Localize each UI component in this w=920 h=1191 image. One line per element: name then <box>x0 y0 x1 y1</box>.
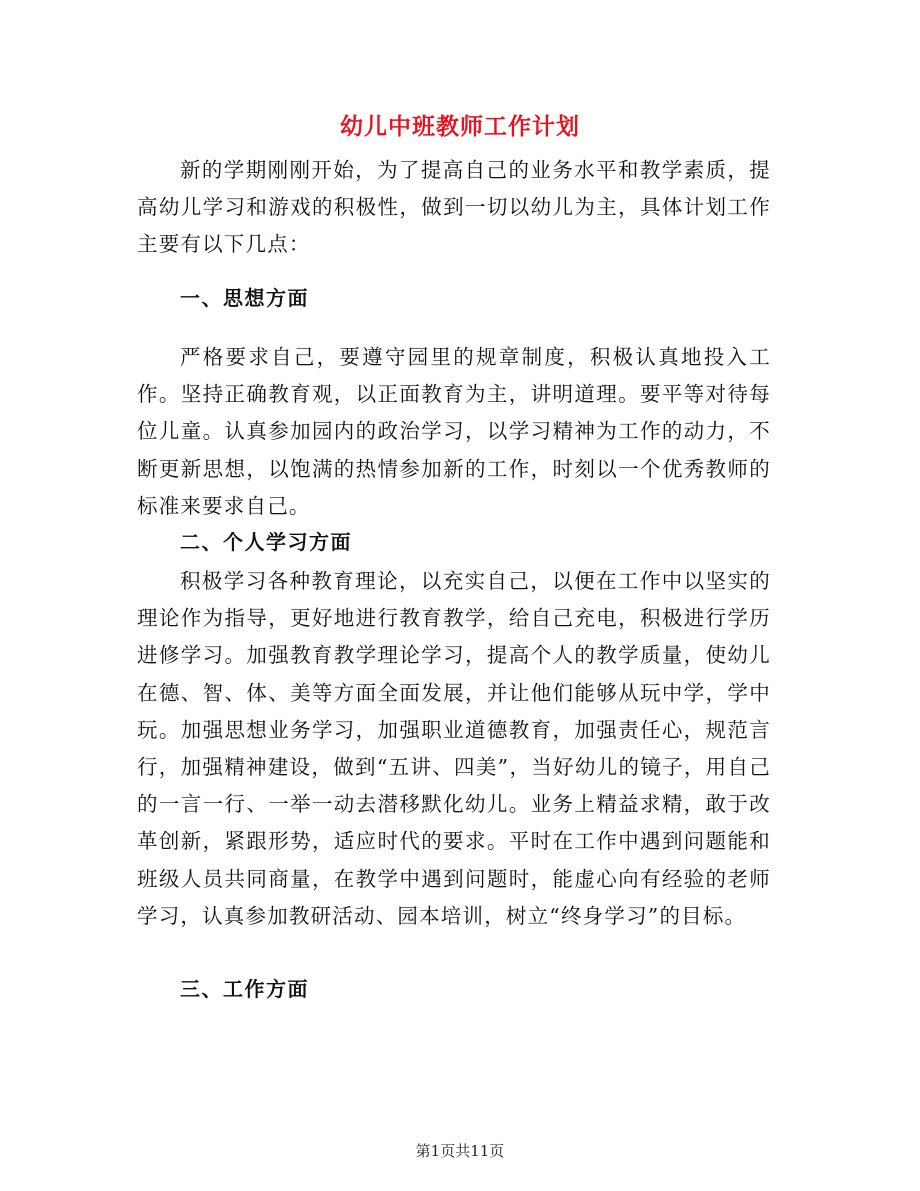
section-paragraph-study: 积极学习各种教育理论，以充实自己，以便在工作中以坚实的理论作为指导，更好地进行教育教学，给自己充电，积极进行学历进修学习。加强教育教学理论学习，提高个人的教学质量，使幼儿在德、智、体、美等方面全面发展，并让他们能够从玩中学，学中玩。加强思想业务学习，加强职业道德教育，加强责任心，规范言行，加强精神建设，做到“五讲、四美”，当好幼儿的镜子，用自己的一言一行、一举一动去潜移默化幼儿。业务上精益求精，敢于改革创新，紧跟形势，适应时代的要求。平时在工作中遇到问题能和班级人员共同商量，在教学中遇到问题时，能虚心向有经验的老师学习，认真参加教研活动、园本培训，树立“终身学习”的目标。 <box>137 569 771 928</box>
document-title: 幼儿中班教师工作计划 <box>340 113 580 140</box>
section-heading-work: 三、工作方面 <box>180 977 309 1001</box>
section-heading-thought: 一、思想方面 <box>180 286 309 310</box>
section-paragraph-thought: 严格要求自己，要遵守园里的规章制度，积极认真地投入工作。坚持正确教育观，以正面教育为主，讲明道理。要平等对待每位儿童。认真参加园内的政治学习，以学习精神为工作的动力，不断更新思想，以饱满的热情参加新的工作，时刻以一个优秀教师的标准来要求自己。 <box>137 345 771 518</box>
page-number-footer: 第1页共11页 <box>415 1142 505 1160</box>
intro-paragraph: 新的学期刚刚开始，为了提高自己的业务水平和教学素质，提高幼儿学习和游戏的积极性，做到一切以幼儿为主，具体计划工作主要有以下几点： <box>137 158 771 257</box>
section-heading-study: 二、个人学习方面 <box>180 530 352 554</box>
